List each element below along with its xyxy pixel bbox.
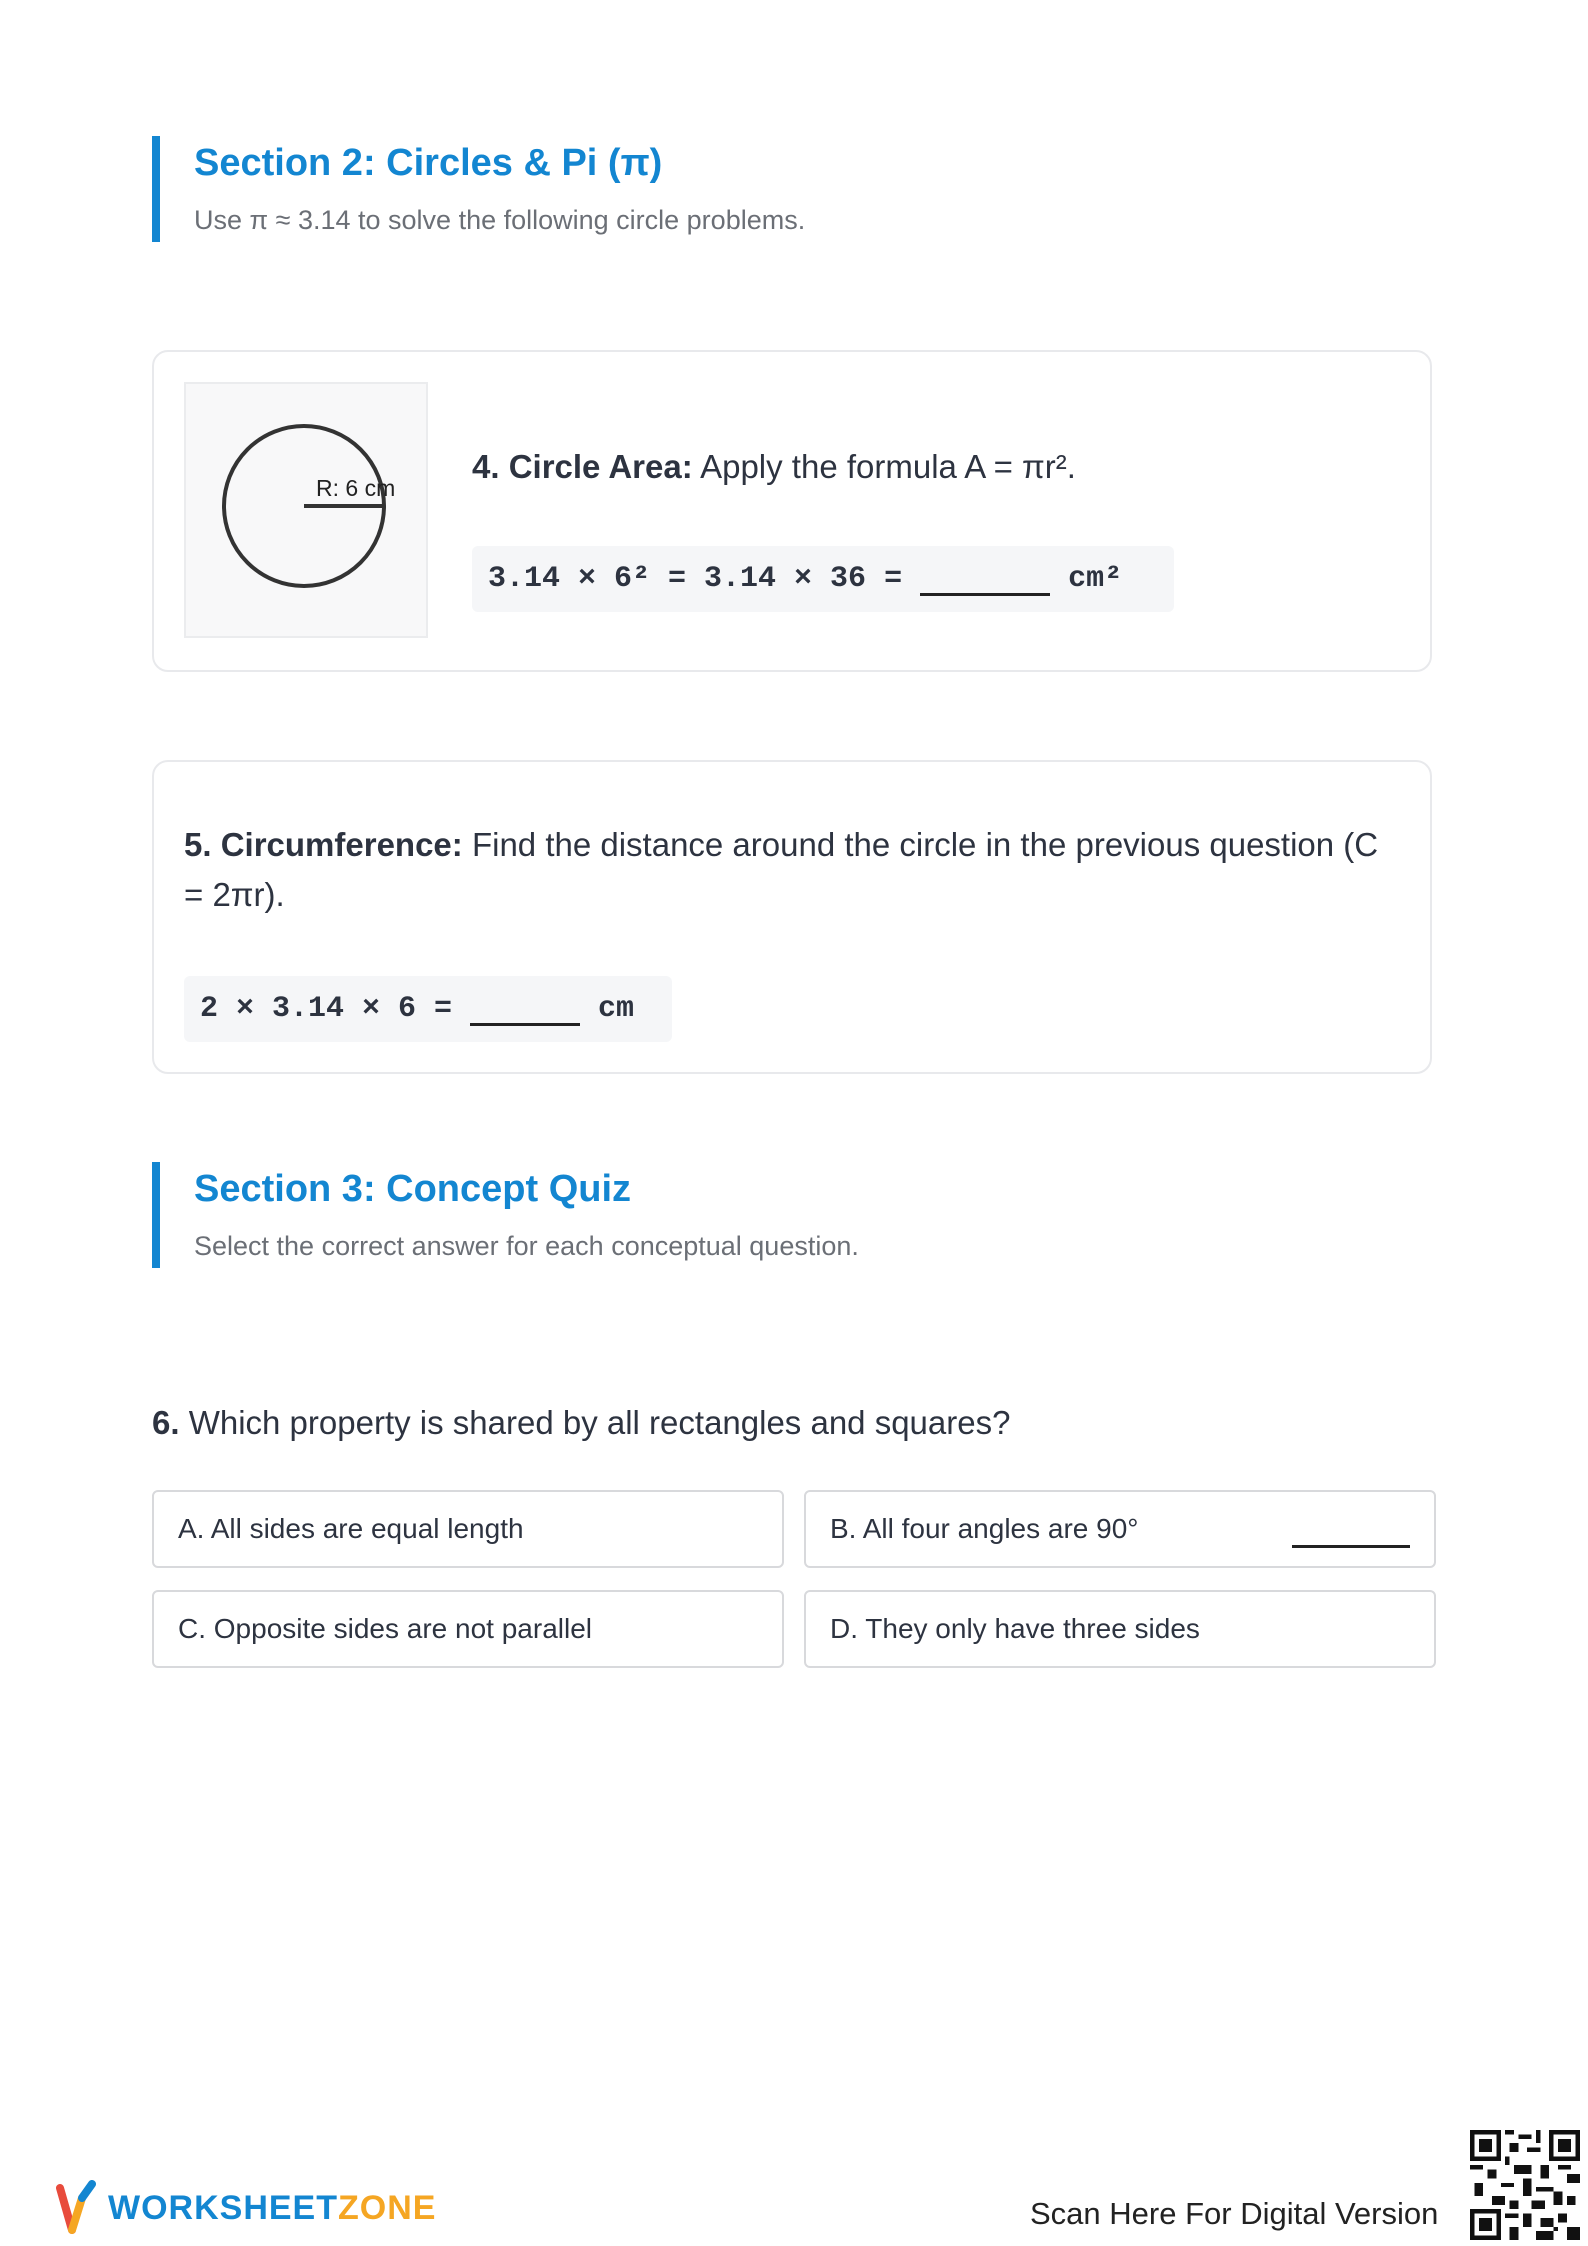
option-d[interactable] — [804, 1590, 1436, 1668]
option-a[interactable] — [152, 1490, 784, 1568]
question-5-number: 5. Circumference: — [184, 826, 463, 863]
scan-instruction: Scan Here For Digital Version — [1030, 2196, 1439, 2231]
question-4-card — [152, 350, 1432, 672]
question-4-answer-blank[interactable] — [920, 563, 1050, 596]
question-4-formula — [472, 546, 1174, 612]
brand-name — [108, 2189, 436, 2228]
question-5-unit: cm — [598, 992, 635, 1026]
option-c-label: C. Opposite sides are not parallel — [178, 1613, 592, 1644]
section-2-subtitle: Use π ≈ 3.14 to solve the following circle problems. — [194, 205, 806, 235]
brand-name-part-1: WORKSHEET — [108, 2188, 338, 2227]
section-3-header — [152, 1162, 1432, 1268]
question-4-prompt: Apply the formula A = πr². — [692, 448, 1076, 485]
question-5-expression: 2 × 3.14 × 6 = — [200, 992, 453, 1026]
qr-code-icon[interactable] — [1470, 2130, 1580, 2240]
option-c[interactable] — [152, 1590, 784, 1668]
radius-label: R: 6 cm — [316, 475, 396, 501]
question-4-expression: 3.14 × 6² = 3.14 × 36 = — [488, 562, 903, 596]
question-5-answer-blank[interactable] — [470, 993, 580, 1026]
option-b-label: B. All four angles are 90° — [830, 1513, 1139, 1544]
option-d-label: D. They only have three sides — [830, 1613, 1200, 1644]
question-5-formula — [184, 976, 672, 1042]
question-5-prompt: Find the distance around the circle in the previous question (C = 2πr). — [184, 826, 1379, 913]
circle-icon — [186, 384, 426, 636]
section-3-title: Section 3: Concept Quiz — [194, 1168, 632, 1210]
question-4-number: 4. Circle Area: — [472, 448, 693, 485]
option-b[interactable] — [804, 1490, 1436, 1568]
worksheetzone-logo — [56, 2180, 436, 2236]
circle-diagram — [184, 382, 428, 638]
question-5-text — [184, 820, 1394, 920]
brand-name-part-2: ZONE — [338, 2188, 437, 2227]
option-b-answer-blank[interactable] — [1292, 1545, 1410, 1548]
option-a-label: A. All sides are equal length — [178, 1513, 524, 1544]
question-5-card — [152, 760, 1432, 1074]
question-6-number: 6. — [152, 1404, 180, 1441]
section-2-header — [152, 136, 1432, 242]
question-6-prompt: Which property is shared by all rectangles and squares? — [179, 1404, 1011, 1441]
question-4-unit: cm² — [1068, 562, 1123, 596]
w-logo-icon — [56, 2180, 96, 2236]
question-4-text — [472, 442, 1076, 492]
section-2-title: Section 2: Circles & Pi (π) — [194, 142, 663, 184]
section-3-subtitle: Select the correct answer for each conceptual question. — [194, 1231, 859, 1261]
question-6-text — [152, 1404, 1010, 1442]
